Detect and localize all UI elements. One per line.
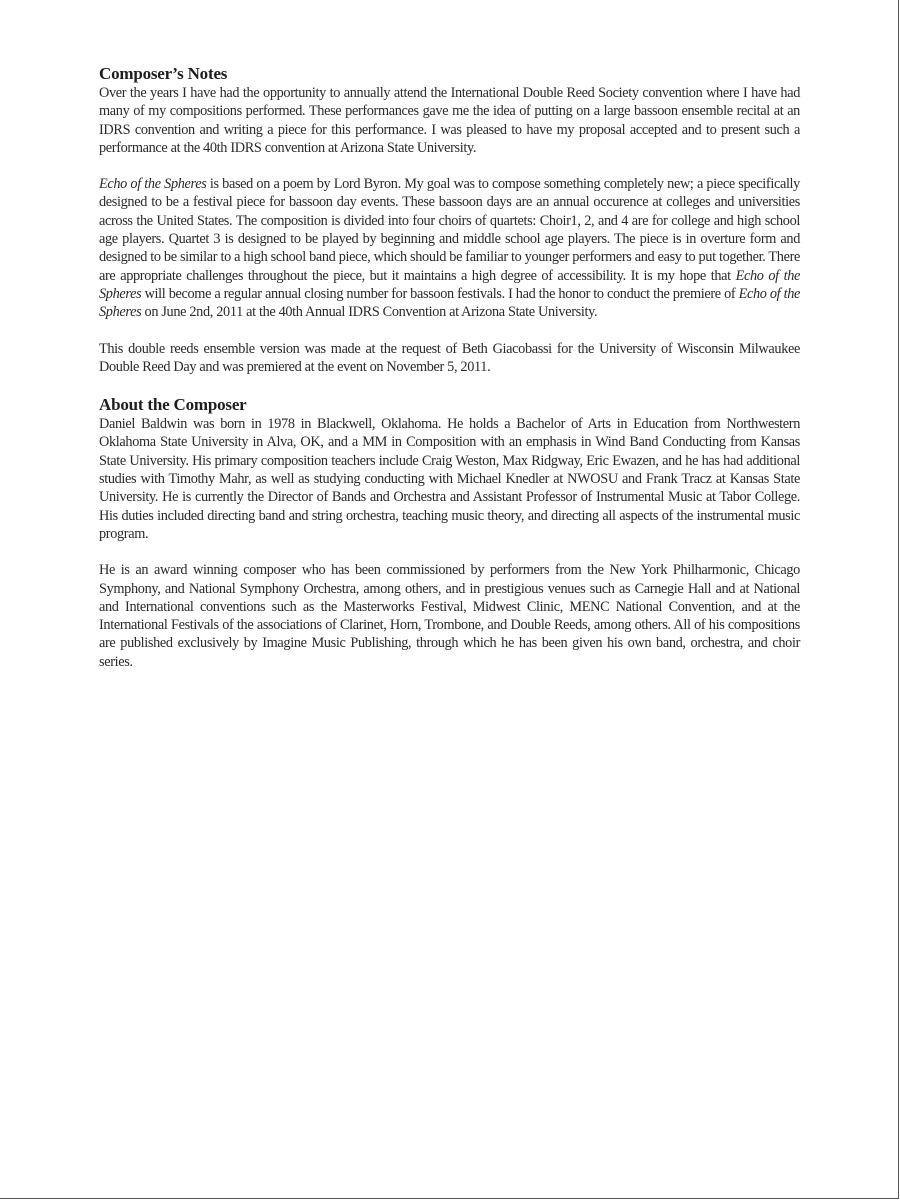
paragraph-2-segment-1: is based on a poem by Lord Byron. My goal was to compose something completely new; a piece specifically designed to be a festival piece for bassoon day events. These bassoon days are an annual occurence at colleges and universities across the United States. The composition is divided into four choirs of quartets: Choir1, 2, and 4 are for college and high school age players. Quartet 3 is designed to be played by beginning and middle school age players. The piece is in overture form and designed to be similar to a high school band piece, which should be familiar to younger performers and easy to put together. There are appropriate challenges throughout the piece, but it maintains a high degree of accessibility. It is my hope that bbox=[99, 176, 800, 284]
composers-notes-paragraph-3: This double reeds ensemble version was made at the request of Beth Giacobassi for the University of Wisconsin Milwaukee Double Reed Day and was premiered at the event on November 5, 2011. bbox=[99, 340, 800, 375]
paragraph-spacer bbox=[99, 322, 800, 340]
piece-title-italic: Echo of the Spheres bbox=[99, 267, 800, 302]
paragraph-2-segment-2: will become a regular annual closing number for bassoon festivals. I had the honor to conduct the premiere of bbox=[141, 285, 739, 302]
paragraph-spacer bbox=[99, 157, 800, 175]
piece-title-italic: Echo of the Spheres bbox=[99, 285, 800, 321]
composers-notes-paragraph-1: Over the years I have had the opportunity to annually attend the International Double Reed Society convention where I have had many of my compositions performed. These performances gave me the idea of putting on a large bassoon ensemble recital at an IDRS convention and writing a piece for this performance. I was pleased to have my proposal accepted and to present such a performance at the 40th IDRS convention at Arizona State University. bbox=[99, 85, 800, 156]
paragraph-spacer bbox=[99, 543, 800, 561]
composers-notes-paragraph-2 bbox=[99, 175, 800, 321]
composers-notes-heading: Composer’s Notes bbox=[99, 64, 228, 83]
paragraph-2-segment-3: on June 2nd, 2011 at the 40th Annual IDRS Convention at Arizona State University. bbox=[141, 304, 598, 321]
about-composer-heading: About the Composer bbox=[99, 395, 247, 415]
section-spacer bbox=[99, 376, 800, 395]
piece-title-italic: Echo of the Spheres bbox=[99, 176, 207, 193]
about-composer-paragraph-2: He is an award winning composer who has been commissioned by performers from the New York Philharmonic, Chicago Symphony, and National Symphony Orchestra, among others, and in prestigious venues such as Carnegie Hall and at National and International conventions such as the Masterworks Festival, Midwest Clinic, MENC National Convention, and at the International Festivals of the associations of Clarinet, Horn, Trombone, and Double Reeds, among others. All of his compositions are published exclusively by Imagine Music Publishing, through which he has been given his own band, orchestra, and choir series. bbox=[99, 562, 800, 670]
page-content bbox=[99, 64, 800, 671]
about-composer-paragraph-1: Daniel Baldwin was born in 1978 in Blackwell, Oklahoma. He holds a Bachelor of Arts in Education from Northwestern Oklahoma State University in Alva, OK, and a MM in Composition with an emphasis in Wind Band Conducting from Kansas State University. His primary composition teachers include Craig Weston, Max Ridgway, Eric Ewazen, and he has had additional studies with Timothy Mahr, as well as studying conducting with Michael Knedler at NWOSU and Frank Tracz at Kansas State University. He is currently the Director of Bands and Orchestra and Assistant Professor of Instrumental Music at Tabor College. His duties included directing band and string orchestra, teaching music theory, and directing all aspects of the instrumental music program. bbox=[99, 416, 800, 542]
